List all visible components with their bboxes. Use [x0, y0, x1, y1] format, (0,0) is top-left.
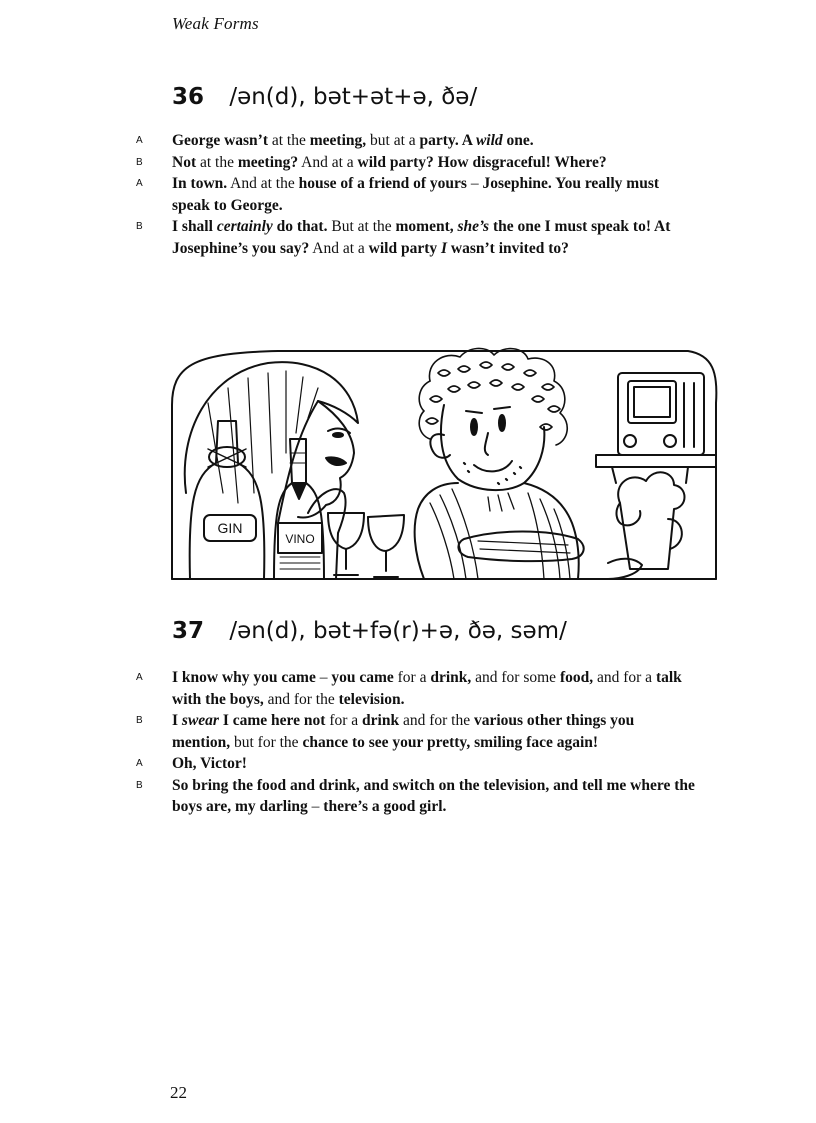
dialogue-text: meeting?	[237, 153, 299, 171]
dialogue-text: And at the	[227, 175, 299, 192]
dialogue-text: And at a	[298, 153, 358, 171]
dialogue-text: at the	[196, 153, 238, 171]
dialogue-text: meeting,	[309, 132, 367, 149]
dialogue-text: drink,	[430, 669, 472, 686]
dialogue-text: But at the	[327, 218, 396, 235]
dialogue-line	[136, 775, 696, 818]
dialogue-line	[136, 152, 696, 174]
section-number: 36	[172, 84, 205, 110]
gin-bottle	[190, 421, 265, 579]
dialogue-text: various other things you mention,	[172, 712, 635, 751]
section-heading-36	[172, 84, 477, 110]
dialogue-text: for a	[325, 712, 363, 729]
dialogue-text: wild party	[368, 239, 441, 257]
dialogue-text: moment,	[395, 218, 458, 235]
dialogue-text: wild party? How disgraceful! Where?	[357, 153, 607, 171]
speaker-label: B	[136, 715, 143, 726]
dialogue-text: one.	[502, 132, 534, 149]
gin-label: GIN	[217, 520, 243, 536]
running-head: Weak Forms	[172, 14, 259, 33]
television	[618, 373, 704, 455]
speaker-label: A	[136, 672, 143, 683]
speaker-label: A	[136, 178, 143, 189]
section-transcription: /ən(d), bət+fə(r)+ə, ðə, səm/	[229, 618, 567, 644]
dialogue-line	[136, 710, 696, 753]
dialogue-text: food,	[559, 669, 594, 686]
dialogue-text: I came here not	[218, 712, 326, 729]
dialogue-36	[136, 130, 696, 259]
dialogue-text: In town.	[172, 175, 228, 192]
panel-frame	[172, 351, 716, 579]
dialogue-text: for a	[393, 669, 431, 686]
dialogue-text: house of a friend of yours	[298, 175, 467, 192]
speaker-label: B	[136, 221, 143, 232]
dialogue-text: wasn’t invited to?	[447, 239, 569, 257]
speaker-label: B	[136, 156, 143, 168]
dialogue-text: she’s	[457, 218, 490, 235]
dialogue-text: –	[315, 669, 332, 686]
dialogue-text: at the	[268, 132, 310, 149]
dialogue-text: I	[440, 239, 448, 257]
pub-scene-drawing	[168, 343, 720, 585]
section-heading-37	[172, 618, 567, 644]
dialogue-line	[136, 130, 696, 152]
dialogue-text: I shall	[172, 218, 217, 235]
section-number: 37	[172, 618, 205, 644]
dialogue-text: and for the	[263, 690, 339, 708]
dialogue-line	[136, 216, 696, 259]
speaker-label: A	[136, 135, 143, 146]
dialogue-line	[136, 753, 696, 775]
dialogue-text: and for the	[399, 712, 474, 729]
dialogue-text: and for some	[471, 669, 560, 686]
section-transcription: /ən(d), bət+ət+ə, ðə/	[229, 84, 478, 110]
dialogue-text: swear	[181, 712, 219, 729]
dialogue-text: talk with the boys,	[172, 669, 682, 708]
wine-glass-2	[368, 515, 404, 577]
dialogue-text: drink	[362, 712, 400, 729]
dialogue-text: do that.	[272, 218, 328, 235]
dialogue-text: George wasn’t	[172, 132, 268, 149]
dialogue-line	[136, 173, 696, 216]
dialogue-line	[136, 667, 696, 710]
dialogue-text: you came	[331, 669, 394, 686]
dialogue-text: I know why you came	[172, 669, 316, 686]
dialogue-text: certainly	[216, 218, 273, 235]
page-number: 22	[170, 1083, 187, 1102]
dialogue-text: chance to see your pretty, smiling face again!	[302, 733, 599, 751]
dialogue-text: I	[172, 712, 182, 729]
dialogue-text: and for a	[593, 669, 656, 686]
man-face	[441, 405, 544, 490]
dialogue-text: And at a	[309, 239, 369, 257]
dialogue-text: but for the	[230, 733, 303, 751]
man-arms	[458, 532, 583, 562]
shelf	[596, 455, 716, 467]
dialogue-37	[136, 667, 696, 818]
dialogue-text: –	[307, 798, 324, 815]
wine-glass-1	[328, 513, 364, 575]
dialogue-text: Not	[172, 153, 197, 171]
dialogue-text: but at a	[366, 132, 420, 149]
dialogue-text: party. A	[419, 132, 476, 149]
dialogue-text: the one I must speak to! At Josephine’s you say?	[172, 218, 671, 257]
dialogue-text: wild	[475, 132, 503, 149]
cartoon-illustration	[168, 343, 720, 585]
speaker-label: B	[136, 779, 143, 791]
dialogue-text: Oh, Victor!	[172, 755, 247, 772]
dialogue-text: there’s a good girl.	[323, 798, 447, 815]
speaker-label: A	[136, 758, 143, 769]
dialogue-text: So bring the food and drink, and switch on the television, and tell me where the boys are, my darling	[172, 776, 695, 815]
dialogue-text: –	[466, 175, 483, 192]
dialogue-text: television.	[338, 690, 405, 708]
dialogue-text: Josephine. You really must speak to George.	[172, 175, 660, 214]
vino-label: VINO	[285, 532, 315, 546]
